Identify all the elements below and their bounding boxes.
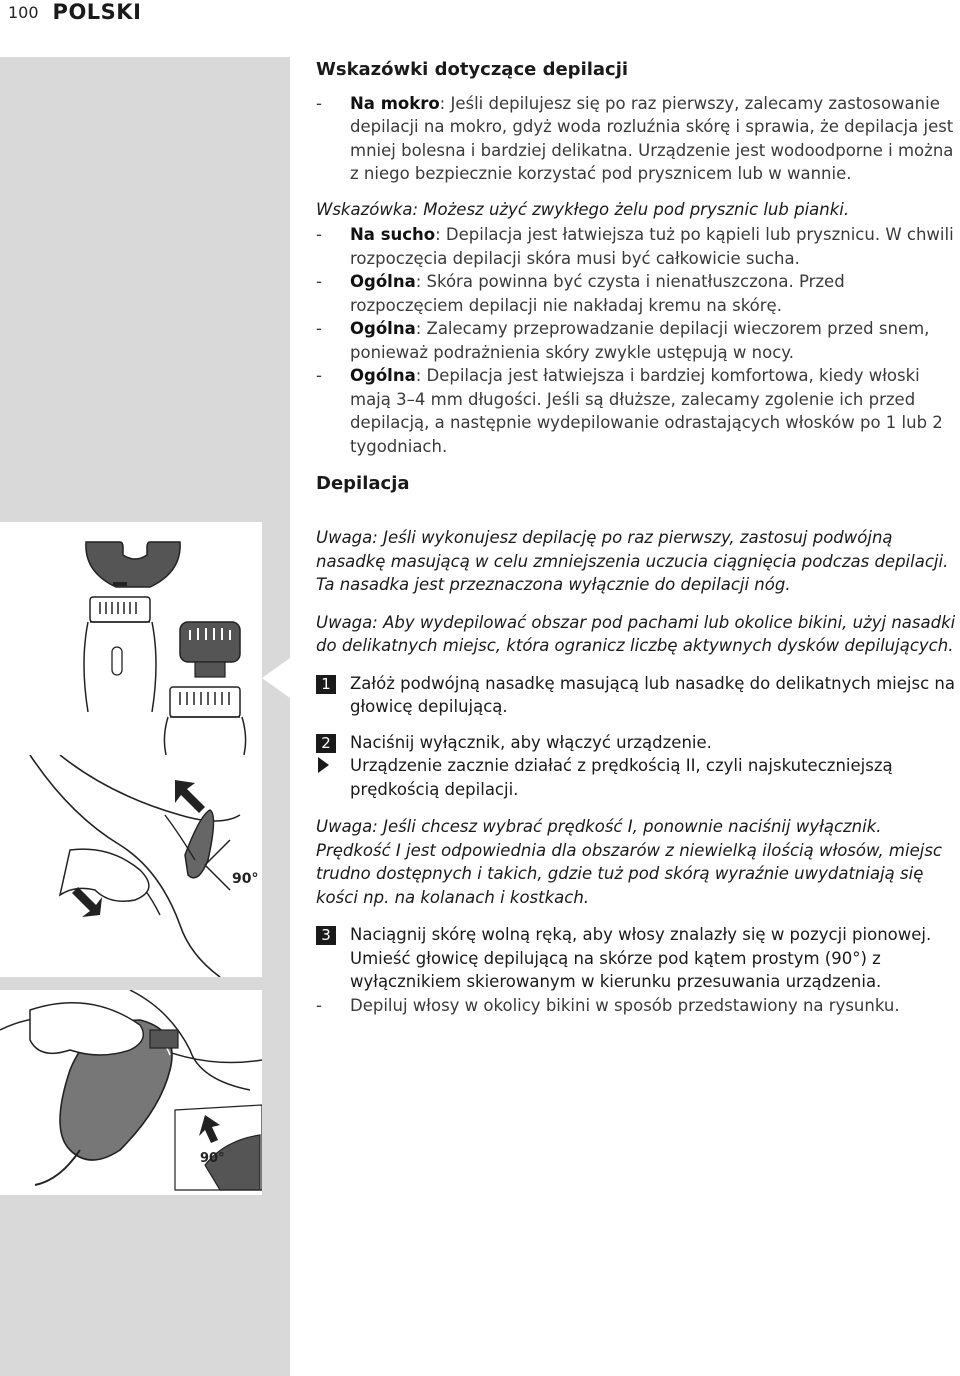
note-sensitive-areas: Uwaga: Aby wydepilować obszar pod pachami lub okolice bikini, użyj nasadki do delikatnych miejsc, która ogranicz liczbę aktywnych dysków depilujących.	[316, 612, 956, 655]
page-number: 100	[8, 2, 39, 22]
tip-item-general-1	[316, 270, 956, 317]
step-1	[316, 672, 956, 719]
tip-item-general-2-label: Ogólna	[350, 319, 416, 338]
note-speed: Uwaga: Jeśli chcesz wybrać prędkość I, ponownie naciśnij wyłącznik. Prędkość I jest odpowiednia dla obszarów z niewielką ilością włosów, miejsc trudno dostępnych i takich, gdzie tuż pod skórą wyraźnie uwydatniają się kości np. na kolanach i kostkach.	[316, 817, 942, 907]
step-3-text: Naciągnij skórę wolną ręką, aby włosy znalazły się w pozycji pionowej. Umieść głowicę depilującą na skórze pod kątem prostym (90°) z wyłącznikiem skierowanym w kierunku przesuwania urządzenia.	[350, 925, 932, 991]
step-2-result-text: Urządzenie zacznie działać z prędkością II, czyli najskuteczniejszą prędkością depilacji.	[350, 756, 893, 799]
tip-item-general-1-text: : Skóra powinna być czysta i nienatłuszczona. Przed rozpoczęciem depilacji nie nakładaj kremu na skórę.	[350, 272, 845, 315]
illustration-bikini	[0, 990, 262, 1195]
tip-item-general-3-text: : Depilacja jest łatwiejsza i bardziej komfortowa, kiedy włoski mają 3–4 mm długości. Jeśli są dłuższe, zalecamy zgolenie ich przed depilacją, a następnie wydepilowanie odrastających włosków po 1 lub 2 tygodniach.	[350, 366, 943, 456]
step-2-number: 2	[316, 734, 336, 753]
tip-item-dry	[316, 223, 956, 270]
step-1-text: Załóż podwójną nasadkę masującą lub nasadkę do delikatnych miejsc na głowicę depilującą.	[350, 673, 955, 716]
tip-item-dry-text: : Depilacja jest łatwiejsza tuż po kąpieli lub prysznicu. W chwili rozpoczęcia depilacji skóra musi być całkowicie sucha.	[350, 225, 954, 268]
bikini-drawing	[0, 990, 262, 1195]
dash-5: -	[316, 366, 322, 385]
section-title-tips: Wskazówki dotyczące depilacji	[316, 59, 629, 80]
dash-2: -	[316, 225, 322, 244]
illustration-attachments	[0, 522, 262, 755]
note-first-use: Uwaga: Jeśli wykonujesz depilację po raz pierwszy, zastosuj podwójną nasadkę masującą w celu zmniejszenia uczucia ciągnięcia podczas depilacji. Ta nasadka jest przeznaczona wyłącznie do depilacji nóg.	[316, 528, 949, 594]
leg-drawing	[0, 755, 262, 977]
page-header	[0, 0, 141, 24]
tip-item-general-3	[316, 364, 956, 458]
language-title: POLSKI	[52, 0, 142, 24]
section-title-epilation: Depilacja	[316, 473, 410, 494]
attachments-drawing	[0, 522, 262, 755]
tip-item-general-1-label: Ogólna	[350, 272, 416, 291]
step-1-number: 1	[316, 675, 336, 694]
dash-4: -	[316, 319, 322, 338]
illustration-leg	[0, 755, 262, 977]
tip-item-general-3-label: Ogólna	[350, 366, 416, 385]
dash-3: -	[316, 272, 322, 291]
bikini-item	[316, 994, 956, 1018]
step-2-text: Naciśnij wyłącznik, aby włączyć urządzenie.	[350, 732, 712, 752]
tip-item-general-2-text: : Zalecamy przeprowadzanie depilacji wieczorem przed snem, ponieważ podrażnienia skóry zwykle ustępują w nocy.	[350, 319, 930, 362]
section-epilation	[316, 526, 956, 1017]
tip-item-general-2	[316, 317, 956, 364]
dash-1: -	[316, 93, 322, 113]
tip-item-dry-label: Na sucho	[350, 225, 436, 244]
step-3	[316, 923, 956, 994]
angle-label-1: 90°	[232, 871, 259, 887]
angle-label-2: 90°	[200, 1151, 225, 1166]
tip-item-wet-text: : Jeśli depilujesz się po raz pierwszy, zalecamy zastosowanie depilacji na mokro, gdyż woda rozluźnia skórę i sprawia, że depilacja jest mniej bolesna i bardziej delikatna. Urządzenie jest wodoodporne i można z niego bezpiecznie korzystać pod prysznicem lub w wannie.	[350, 93, 954, 183]
tip-item-wet-label: Na mokro	[350, 93, 440, 113]
bikini-item-text: Depiluj włosy w okolicy bikini w sposób przedstawiony na rysunku.	[350, 995, 900, 1015]
notch-marker	[262, 658, 290, 698]
step-2	[316, 731, 956, 755]
section-tips	[316, 58, 956, 496]
step-2-result	[316, 754, 956, 801]
tip-item-wet	[316, 92, 956, 186]
dash-6: -	[316, 995, 322, 1015]
tip-note: Wskazówka: Możesz użyć zwykłego żelu pod prysznic lub pianki.	[316, 199, 850, 219]
step-3-number: 3	[316, 926, 336, 945]
result-arrow-icon	[318, 757, 329, 773]
notch-marker-shape	[262, 658, 290, 698]
